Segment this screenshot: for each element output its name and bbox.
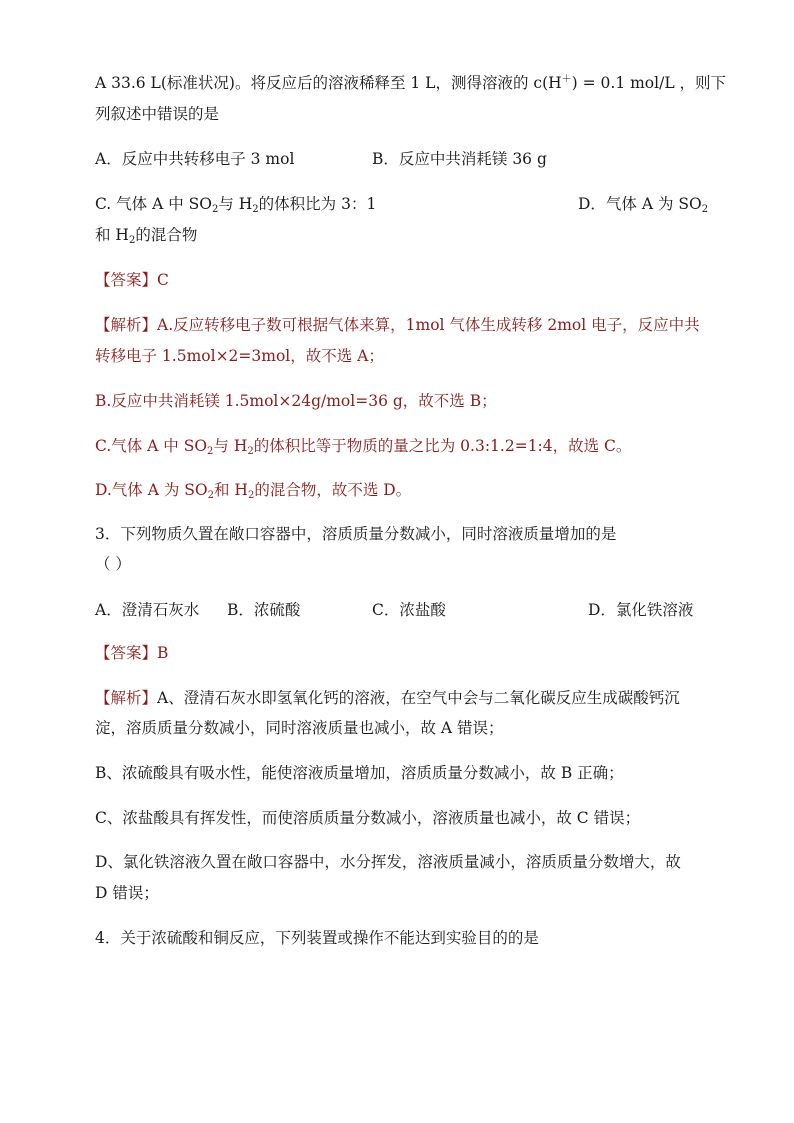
q3-answer: 【答案】B [95, 644, 169, 662]
q3-explanation-c: C、浓盐酸具有挥发性，而使溶质质量分数减小，溶液质量也减小，故 C 错误； [95, 809, 641, 827]
q2-option-d-line2: 和 $H_2$的混合物 [95, 226, 198, 246]
q3-explanation-d-line2: D 错误； [95, 884, 159, 902]
q3-stem-line1: 3．下列物质久置在敞口容器中，溶质质量分数减小，同时溶液质量增加的是 [95, 525, 617, 543]
q2-option-a: A．反应中共转移电子 3 mol [95, 150, 295, 168]
q3-explanation-a-line2: 淀，溶质质量分数减小，同时溶液质量也减小，故 A 错误； [95, 719, 504, 737]
q2-explanation-a-line2: 转移电子 1.5mol×2=3mol，故不选 A； [95, 347, 384, 365]
q2-answer: 【答案】C [95, 271, 169, 289]
q3-explanation-d-line1: D、氯化铁溶液久置在敞口容器中，水分挥发，溶液质量减小，溶质质量分数增大，故 [95, 853, 681, 871]
q3-explanation-a-line1: 【解析】A、澄清石灰水即氢氧化钙的溶液，在空气中会与二氧化碳反应生成碳酸钙沉 [95, 689, 680, 707]
q3-stem-blank: （ ） [95, 555, 131, 573]
q2-explanation-c: C.气体 A 中 $SO_2$与 $H_2$的体积比等于物质的量之比为 0.3:1.2=1:4，故选 C。 [95, 437, 632, 457]
q3-option-c: C．浓盐酸 [372, 601, 446, 619]
q3-option-d: D．氯化铁溶液 [588, 601, 694, 619]
q2-explanation-a-line1: 【解析】A.反应转移电子数可根据气体来算，1mol 气体生成转移 2mol 电子，反应中共 [95, 316, 700, 334]
q2-option-b: B．反应中共消耗镁 36 g [372, 150, 547, 168]
q2-stem-line2: 列叙述中错误的是 [95, 105, 220, 123]
q2-option-c: C. 气体 A 中 $SO_2$与 $H_2$的体积比为 3：1 [95, 195, 377, 215]
q2-explanation-b: B.反应中共消耗镁 1.5mol×24g/mol=36 g，故不选 B； [95, 392, 497, 410]
q2-option-d-line1: D．气体 A 为 $SO_2$ [578, 195, 709, 215]
q2-stem-line1: A 33.6 L(标准状况)。将反应后的溶液稀释至 1 L，测得溶液的 c(H＋) = 0.1 mol/L ，则下 [95, 74, 727, 92]
q3-option-a: A．澄清石灰水 [95, 601, 200, 619]
q3-option-b: B．浓硫酸 [227, 601, 301, 619]
q2-explanation-d: D.气体 A 为 $SO_2$和 $H_2$的混合物，故不选 D。 [95, 481, 412, 501]
q4-stem: 4．关于浓硫酸和铜反应，下列装置或操作不能达到实验目的的是 [95, 929, 539, 947]
q3-explanation-b: B、浓硫酸具有吸水性，能使溶液质量增加，溶质质量分数减小，故 B 正确； [95, 764, 624, 782]
